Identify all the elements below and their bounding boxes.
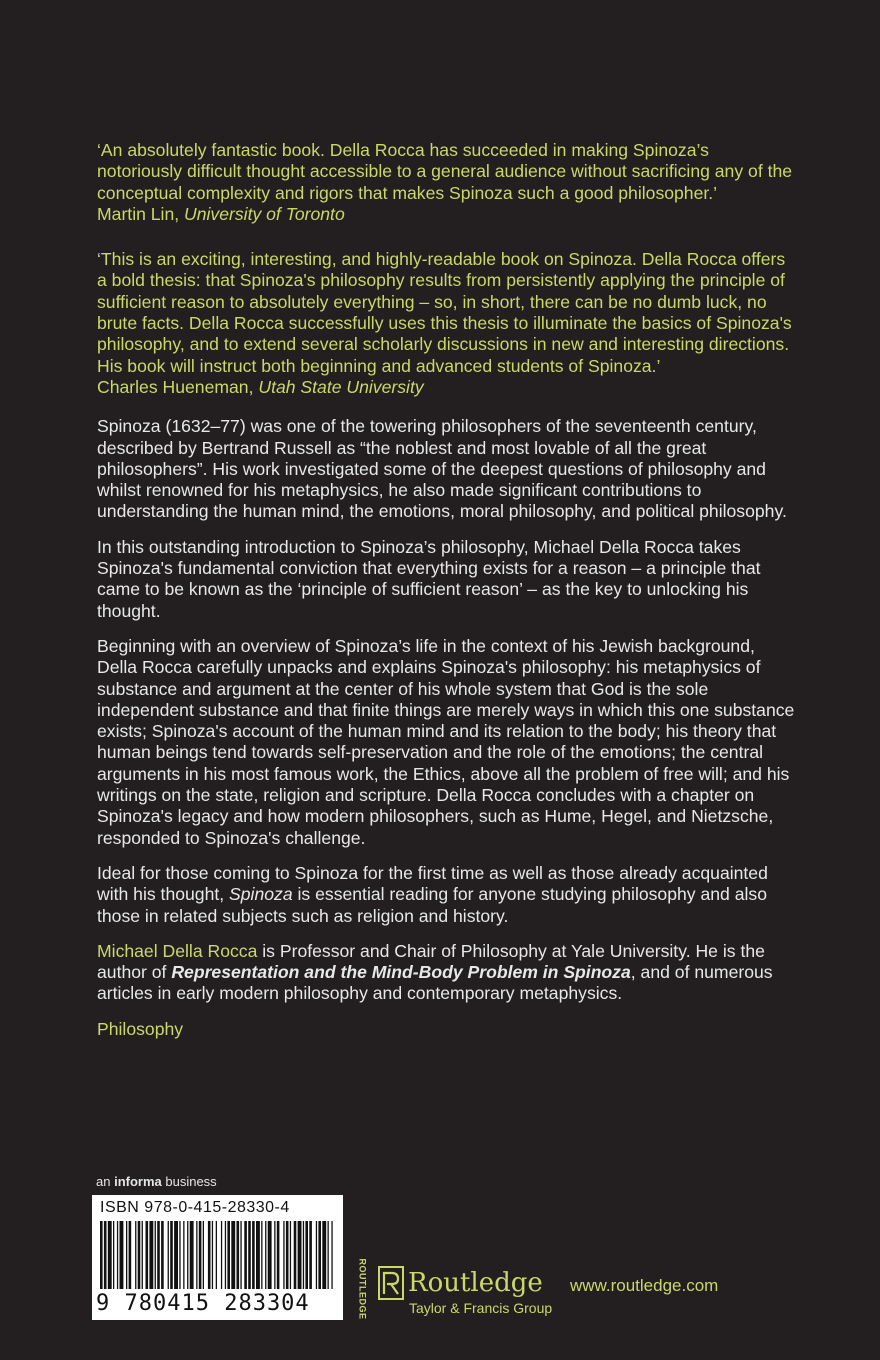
- barcode-bar: [208, 1221, 211, 1289]
- barcode-bar: [155, 1221, 156, 1289]
- barcode-bar: [225, 1221, 226, 1289]
- barcode-bar: [190, 1221, 194, 1289]
- isbn-label: ISBN 978-0-415-28330-4: [100, 1199, 290, 1216]
- barcode-bar: [126, 1221, 127, 1289]
- author-bio-text: is Professor and Chair of Philosophy at Yale University. He is the author of: [97, 940, 765, 983]
- barcode-bar: [294, 1221, 297, 1289]
- barcode-bar: [129, 1221, 132, 1289]
- author-book-title: Representation and the Mind-Body Problem in Spinoza: [171, 962, 631, 983]
- barcode-bar: [161, 1221, 164, 1289]
- isbn-barcode: [92, 1195, 343, 1320]
- author-bio: [97, 941, 797, 1005]
- barcode-bar: [252, 1221, 255, 1289]
- publisher-name: Routledge: [408, 1268, 543, 1298]
- book-title-italic: Spinoza: [229, 884, 293, 905]
- barcode-bar: [316, 1221, 317, 1289]
- reviewer-name: Martin Lin,: [97, 203, 180, 224]
- reviewer-name: Charles Hueneman,: [97, 376, 254, 397]
- informa-tagline: [96, 1174, 217, 1189]
- description-paragraph-1: [97, 416, 797, 522]
- barcode-bar: [113, 1221, 114, 1289]
- barcode-bar: [256, 1221, 260, 1289]
- barcode-bar: [277, 1221, 280, 1289]
- description-text: (1632–77) was one of the towering philosophers of the seventeenth century, described by Bertrand Russell as “the noblest and most lovable of all the great philosophers”. His work investigated some of the deepest questions of philosophy and whilst renowned for his metaphysics, he also made significant contributions to understanding the human mind, the emotions, moral philosophy, and political philosophy.: [97, 416, 787, 522]
- barcode-bar: [135, 1221, 136, 1289]
- routledge-logo-icon: [378, 1266, 404, 1300]
- vertical-mark-text: ROUTLEDGE: [357, 1258, 368, 1320]
- informa-suffix: business: [161, 1174, 217, 1189]
- barcode-bar: [196, 1221, 197, 1289]
- routledge-vertical-wordmark: [354, 1258, 368, 1322]
- barcode-bar: [283, 1221, 284, 1289]
- description-text: is essential reading for anyone studying philosophy and also those in related subjects such as religion and history.: [97, 884, 767, 926]
- barcode-bar: [221, 1221, 222, 1289]
- barcode-bar: [199, 1221, 202, 1289]
- barcode-bar: [117, 1221, 118, 1289]
- barcode-bar: [108, 1221, 112, 1289]
- barcode-bar: [231, 1221, 235, 1289]
- barcode-bar: [261, 1221, 262, 1289]
- barcode-bar: [265, 1221, 266, 1289]
- barcode-bar: [157, 1221, 160, 1289]
- barcode-bar: [179, 1221, 180, 1289]
- barcode-bar: [274, 1221, 275, 1289]
- barcode-bar: [216, 1221, 217, 1289]
- barcode-bar: [286, 1221, 289, 1289]
- barcode-bar: [328, 1221, 329, 1289]
- barcode-bar: [248, 1221, 251, 1289]
- barcode-bar: [298, 1221, 302, 1289]
- barcode-bars: [100, 1221, 336, 1289]
- review-quote-1: ‘An absolutely fantastic book. Della Rocca has succeeded in making Spinoza’s notoriously difficult thought accessible to a general audience without sacrificing any of the conceptual complexity and rigors that makes Spinoza such a good philosopher.’: [97, 140, 793, 203]
- barcode-bar: [303, 1221, 304, 1289]
- barcode-bar: [146, 1221, 149, 1289]
- author-bio-text: , and of numerous articles in early modern philosophy and contemporary metaphysics.: [97, 962, 773, 1004]
- review-quote-2: ‘This is an exciting, interesting, and highly-readable book on Spinoza. Della Rocca offers a bold thesis: that Spinoza's philosophy results from persistently applying the principle of sufficient reason to absolutely everything – so, in short, there can be no dumb luck, no brute facts. Della Rocca successfully uses this thesis to illuminate the basics of Spinoza's philosophy, and to extend several scholarly discussions in new and interesting directions. His book will instruct both beginning and advanced students of Spinoza.’: [97, 249, 792, 376]
- barcode-bar: [187, 1221, 188, 1289]
- review-attribution-2: [97, 377, 797, 398]
- description-paragraph-4: [97, 863, 797, 927]
- barcode-digits: 9 780415 283304: [96, 1291, 310, 1316]
- reviewer-institution: Utah State University: [258, 376, 424, 397]
- barcode-bar: [244, 1221, 247, 1289]
- barcode-bar: [203, 1221, 204, 1289]
- reviewer-institution: University of Toronto: [184, 203, 345, 224]
- barcode-bar: [142, 1221, 143, 1289]
- barcode-bar: [237, 1221, 240, 1289]
- barcode-bar: [309, 1221, 312, 1289]
- barcode-bar: [212, 1221, 213, 1289]
- barcode-bar: [305, 1221, 308, 1289]
- barcode-bar: [322, 1221, 326, 1289]
- informa-prefix: an: [96, 1174, 115, 1189]
- publisher-group: Taylor & Francis Group: [409, 1300, 553, 1316]
- barcode-bar: [268, 1221, 272, 1289]
- description-paragraph-3: Beginning with an overview of Spinoza’s life in the context of his Jewish background, Della Rocca carefully unpacks and explains Spinoza's philosophy: his metaphysics of substance and argument at the center of his whole system that God is the sole independent substance and that finite things are merely ways in which this one substance exists; Spinoza's account of the human mind and its relation to the body; his theory that human beings tend towards self-preservation and the role of the emotions; the central arguments in his most famous work, the Ethics, above all the problem of free will; and his writings on the state, religion and scripture. Della Rocca concludes with a chapter on Spinoza's legacy and how modern philosophers, such as Hume, Hegel, and Nietzsche, responded to Spinoza's challenge.: [97, 635, 795, 848]
- barcode-bar: [227, 1221, 230, 1289]
- barcode-bar: [183, 1221, 184, 1289]
- publisher-website[interactable]: www.routledge.com: [570, 1276, 719, 1295]
- barcode-bar: [138, 1221, 141, 1289]
- barcode-bar: [100, 1221, 103, 1289]
- description-text: Ideal for those coming to Spinoza for the first time as well as those already acquainted with his thought,: [97, 862, 768, 905]
- description-paragraph-2: In this outstanding introduction to Spinoza’s philosophy, Michael Della Rocca takes Spinoza's fundamental conviction that everything exists for a reason – a principle that came to be known as the ‘principle of sufficient reason’ – as the key to unlocking his thought.: [97, 536, 761, 621]
- back-cover-text: [97, 140, 797, 1040]
- author-name: Michael Della Rocca: [97, 940, 258, 961]
- informa-brand: informa: [114, 1174, 162, 1189]
- barcode-bar: [240, 1221, 241, 1289]
- barcode-bar: [318, 1221, 321, 1289]
- barcode-bar: [104, 1221, 107, 1289]
- barcode-bar: [168, 1221, 169, 1289]
- barcode-bar: [170, 1221, 173, 1289]
- barcode-bar: [290, 1221, 291, 1289]
- review-attribution-1: [97, 204, 797, 225]
- barcode-bar: [331, 1221, 332, 1289]
- barcode-bar: [174, 1221, 178, 1289]
- barcode-bar: [120, 1221, 124, 1289]
- subject-category: Philosophy: [97, 1018, 184, 1039]
- description-lead: Spinoza: [97, 416, 161, 437]
- barcode-bar: [149, 1221, 153, 1289]
